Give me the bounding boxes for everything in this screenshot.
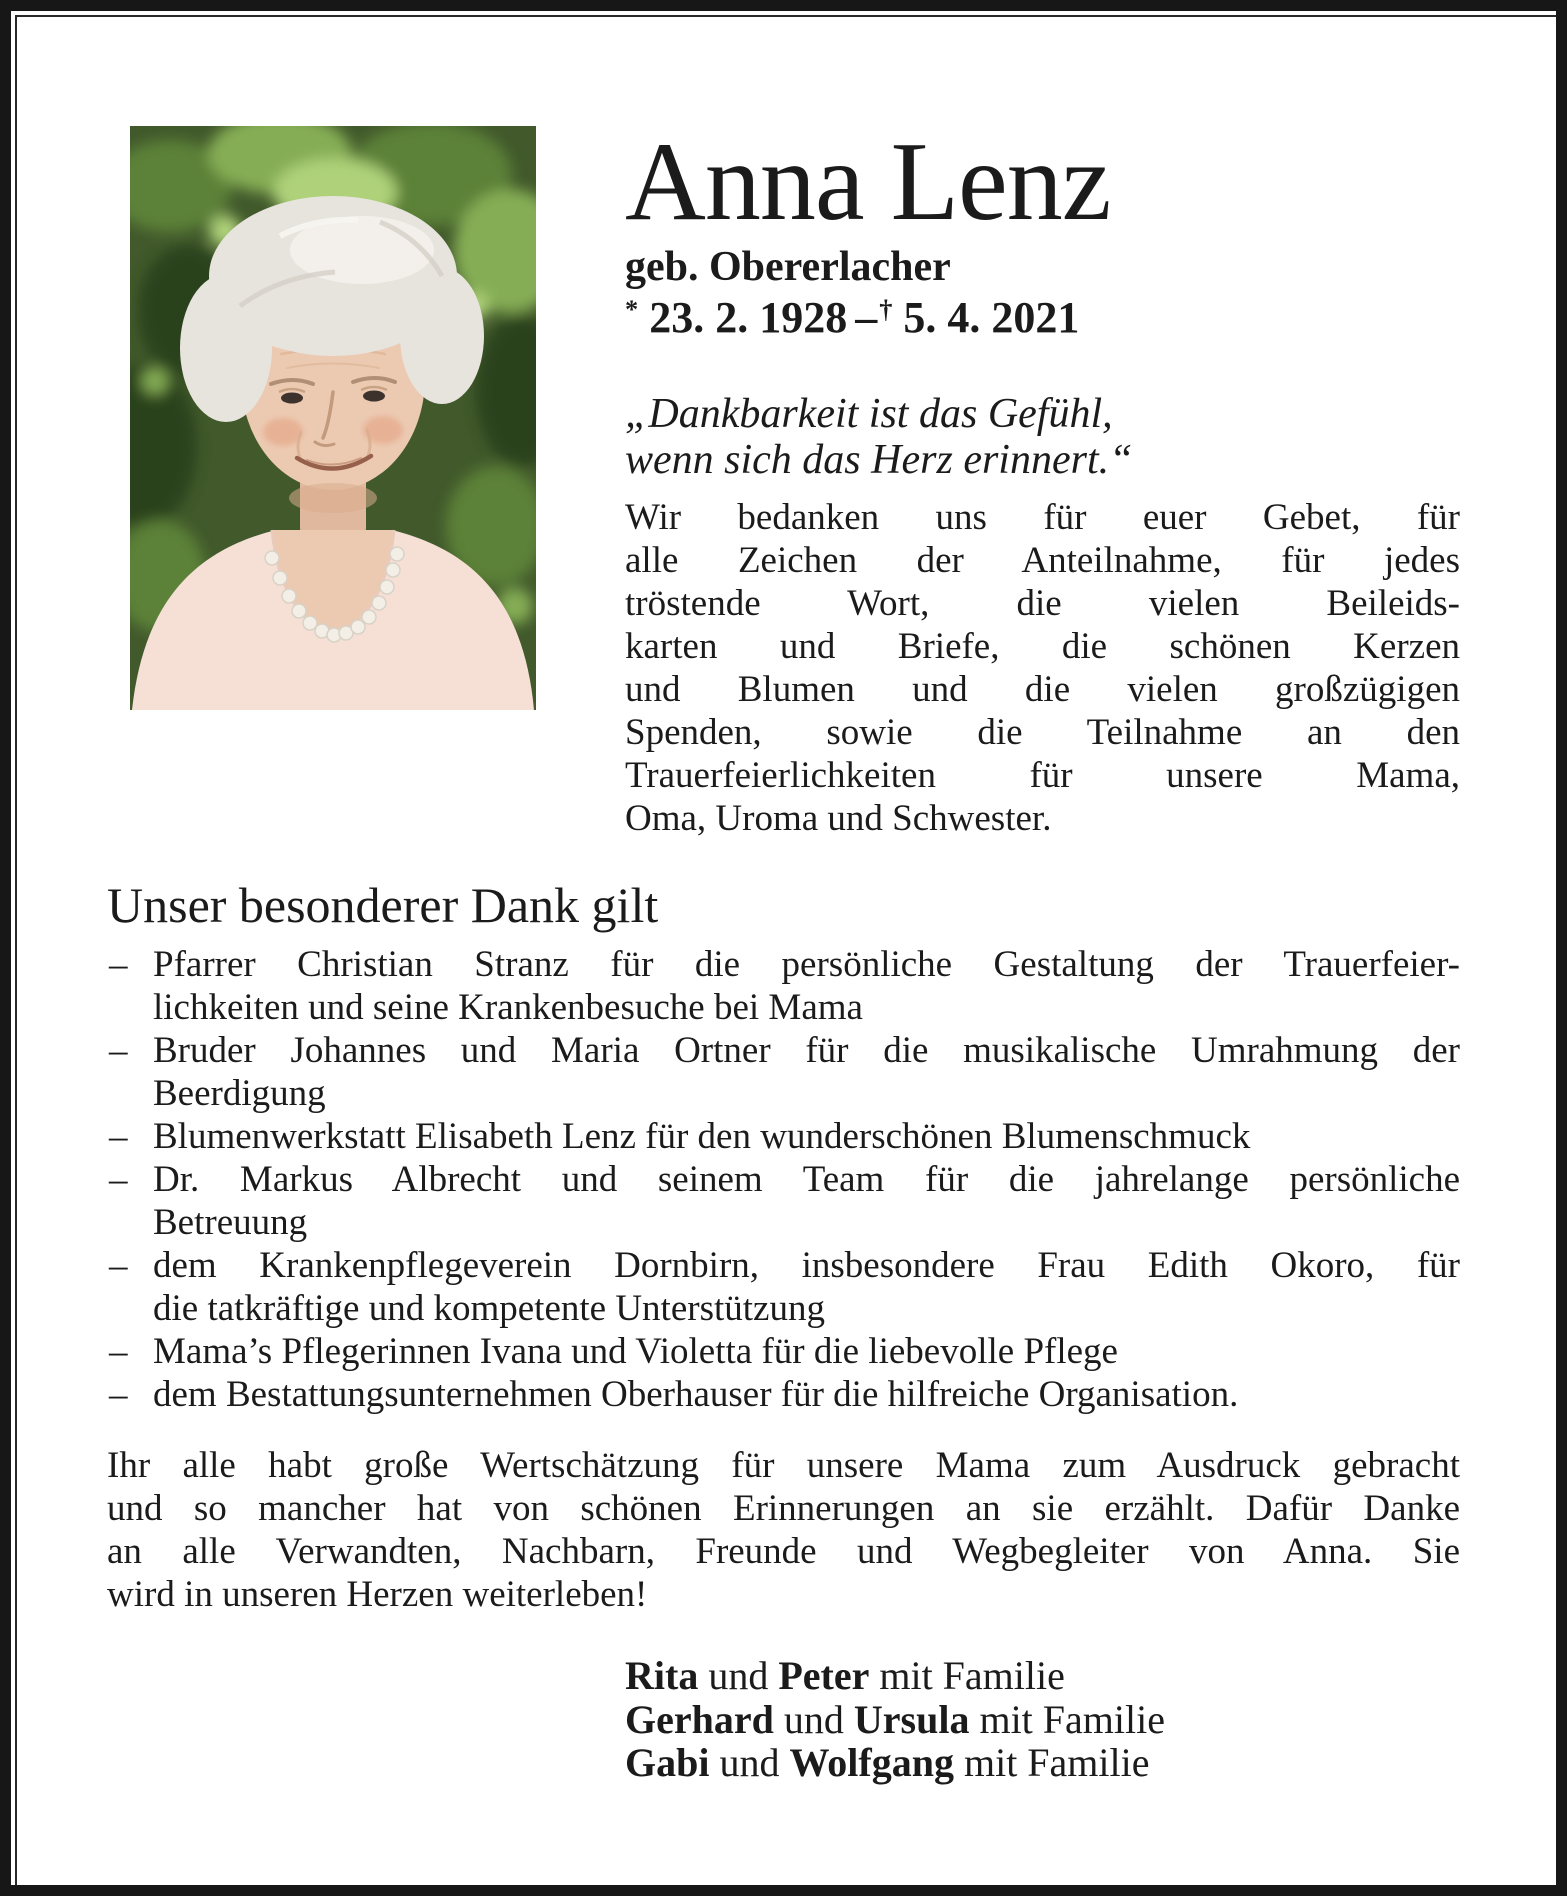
text-line: „Dankbarkeit ist das Gefühl,	[625, 391, 1113, 437]
text-line: Trauerfeierlichkeiten für unsere Mama,	[625, 755, 1460, 796]
special-thanks-item	[107, 1373, 1460, 1416]
text-line: wenn sich das Herz erinnert.“	[625, 437, 1133, 483]
text-line: und so mancher hat von schönen Erinnerungen an sie erzählt. Dafür Danke	[107, 1488, 1460, 1529]
family-name: Rita	[625, 1653, 699, 1698]
bullet-dash: –	[109, 1030, 128, 1071]
text-line: Spenden, sowie die Teilnahme an den	[625, 712, 1460, 753]
signatures	[625, 1654, 1460, 1785]
text-line: Blumenwerkstatt Elisabeth Lenz für den wunderschönen Blumenschmuck	[153, 1116, 1251, 1157]
bullet-dash: –	[109, 944, 128, 985]
item-text	[153, 1373, 1460, 1416]
text-line: Bruder Johannes und Maria Ortner für die musikalische Umrahmung der	[153, 1030, 1460, 1071]
family-name: Gabi	[625, 1740, 710, 1785]
special-thanks-heading: Unser besonderer Dank gilt	[107, 877, 659, 933]
special-thanks-item	[107, 1158, 1460, 1244]
bullet-dash: –	[109, 1245, 128, 1286]
text-line: an alle Verwandten, Nachbarn, Freunde und Wegbegleiter von Anna. Sie	[107, 1531, 1460, 1572]
top-section	[107, 120, 1460, 840]
birth-star-symbol: *	[625, 294, 639, 325]
thanks-paragraph	[625, 496, 1460, 840]
text-line: Ihr alle habt große Wertschätzung für unsere Mama zum Ausdruck gebracht	[107, 1445, 1460, 1486]
family-name: Wolfgang	[789, 1740, 954, 1785]
item-text	[153, 1029, 1460, 1115]
connector-text: und	[709, 1740, 790, 1785]
family-name: Ursula	[853, 1696, 970, 1742]
text-line: dem Krankenpflegeverein Dornbirn, insbesondere Frau Edith Okoro, für	[153, 1245, 1460, 1286]
portrait-photo	[130, 126, 536, 710]
text-line: Oma, Uroma und Schwester.	[625, 798, 1052, 839]
special-thanks-item	[107, 1029, 1460, 1115]
item-text	[153, 1330, 1460, 1373]
death-date: 5. 4. 2021	[903, 293, 1080, 342]
maiden-name: geb. Obererlacher	[625, 244, 951, 290]
closing-paragraph	[107, 1444, 1460, 1616]
text-line: Betreuung	[153, 1202, 308, 1243]
signature-line	[625, 1741, 1460, 1785]
signature-line	[625, 1698, 1460, 1742]
text-line: alle Zeichen der Anteilnahme, für jedes	[625, 540, 1460, 581]
family-name: Peter	[778, 1653, 870, 1698]
suffix-text: mit Familie	[869, 1653, 1065, 1698]
dates-separator: –	[855, 293, 878, 342]
special-thanks-item	[107, 943, 1460, 1029]
special-thanks-item	[107, 1244, 1460, 1330]
connector-text: und	[698, 1653, 779, 1698]
text-line: Beerdigung	[153, 1073, 326, 1114]
death-dagger-symbol: †	[879, 294, 893, 325]
intro-column	[625, 120, 1460, 840]
text-line: karten und Briefe, die schönen Kerzen	[625, 626, 1460, 667]
text-line: Pfarrer Christian Stranz für die persönliche Gestaltung der Trauerfeier-	[153, 944, 1460, 985]
text-line: die tatkräftige und kompetente Unterstützung	[153, 1288, 825, 1329]
bullet-dash: –	[109, 1374, 128, 1415]
chin-shadow	[289, 483, 377, 513]
family-name: Gerhard	[625, 1696, 774, 1742]
item-text	[153, 1244, 1460, 1330]
special-thanks-list	[107, 943, 1460, 1416]
memorial-quote	[625, 391, 1460, 483]
text-line: wird in unseren Herzen weiterleben!	[107, 1574, 648, 1615]
text-line: und Blumen und die vielen großzügigen	[625, 669, 1460, 710]
bullet-dash: –	[109, 1116, 128, 1157]
item-text	[153, 943, 1460, 1029]
bullet-dash: –	[109, 1159, 128, 1200]
item-text	[153, 1115, 1460, 1158]
text-line: dem Bestattungsunternehmen Oberhauser für die hilfreiche Organisation.	[153, 1374, 1239, 1415]
suffix-text: mit Familie	[969, 1696, 1165, 1742]
text-line: Dr. Markus Albrecht und seinem Team für die jahrelange persönliche	[153, 1159, 1460, 1200]
special-thanks-item	[107, 1115, 1460, 1158]
special-thanks-item	[107, 1330, 1460, 1373]
birth-date: 23. 2. 1928	[649, 293, 848, 342]
connector-text: und	[773, 1696, 854, 1742]
obituary-card	[11, 11, 1556, 1885]
item-text	[153, 1158, 1460, 1244]
bullet-dash: –	[109, 1331, 128, 1372]
signature-line	[625, 1654, 1460, 1698]
text-line: lichkeiten und seine Krankenbesuche bei Mama	[153, 987, 863, 1028]
text-line: tröstende Wort, die vielen Beileids-	[625, 583, 1460, 624]
suffix-text: mit Familie	[953, 1740, 1150, 1785]
text-line: Wir bedanken uns für euer Gebet, für	[625, 497, 1460, 538]
deceased-name: Anna Lenz	[625, 120, 1111, 244]
life-dates	[625, 294, 1460, 347]
text-line: Mama’s Pflegerinnen Ivana und Violetta für die liebevolle Pflege	[153, 1331, 1118, 1372]
